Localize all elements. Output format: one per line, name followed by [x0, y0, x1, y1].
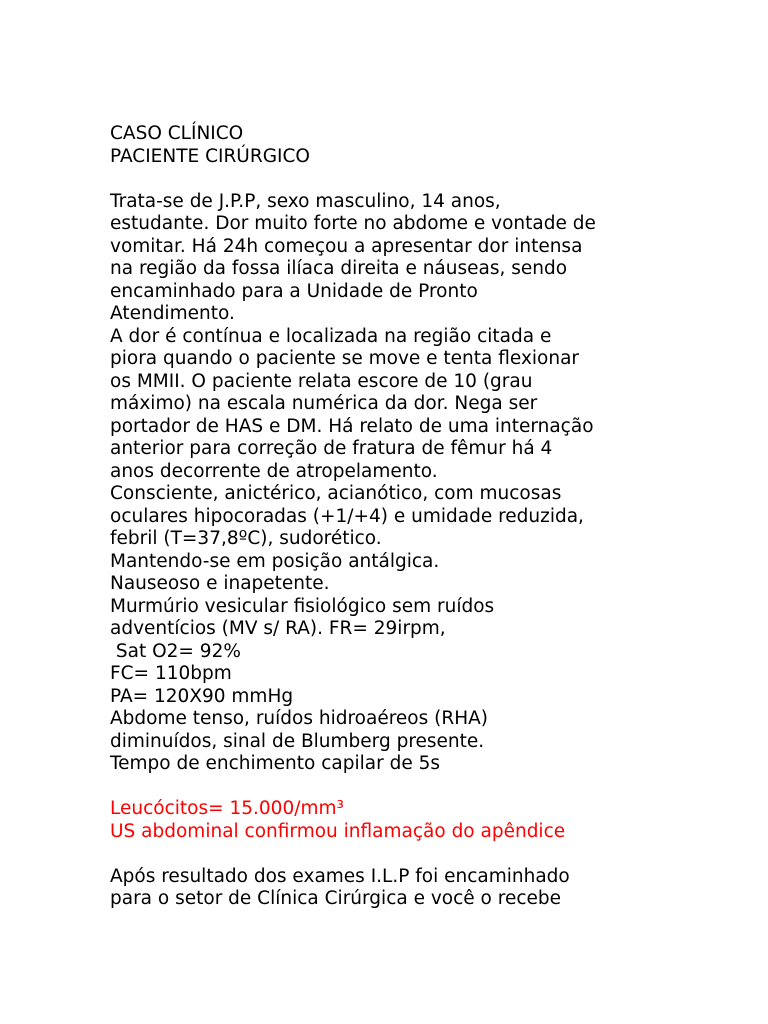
body-line: encaminhado para a Unidade de Pronto	[110, 280, 478, 302]
closing-line: Após resultado dos exames I.L.P foi encaminhado	[110, 865, 570, 887]
closing-line: para o setor de Clínica Cirúrgica e você o recebe	[110, 888, 562, 909]
case-description	[110, 191, 750, 776]
body-line: oculares hipocoradas (+1/+4) e umidade reduzida,	[110, 505, 584, 527]
document-title	[110, 123, 750, 168]
body-line: Sat O2= 92%	[110, 640, 241, 662]
body-line: vomitar. Há 24h começou a apresentar dor intensa	[110, 235, 583, 257]
body-line: máximo) na escala numérica da dor. Nega ser	[110, 393, 538, 414]
title-line: CASO CLÍNICO	[110, 123, 244, 144]
body-line: os MMII. O paciente relata escore de 10 (grau	[110, 370, 533, 392]
paragraph-spacer	[110, 168, 750, 191]
closing-paragraph	[110, 866, 750, 911]
body-line: piora quando o paciente se move e tenta flexionar	[110, 348, 580, 369]
body-line: na região da fossa ilíaca direita e náuseas, sendo	[110, 258, 568, 279]
body-line: Consciente, anictérico, acianótico, com mucosas	[110, 483, 562, 504]
body-line: diminuídos, sinal de Blumberg presente.	[110, 730, 485, 752]
body-line: estudante. Dor muito forte no abdome e vontade de	[110, 213, 596, 234]
body-line: adventícios (MV s/ RA). FR= 29irpm,	[110, 618, 446, 639]
body-line: PA= 120X90 mmHg	[110, 685, 294, 707]
body-line: Murmúrio vesicular fisiológico sem ruídos	[110, 595, 495, 617]
body-line: Tempo de enchimento capilar de 5s	[110, 753, 441, 774]
body-line: FC= 110bpm	[110, 663, 232, 684]
body-line: Nauseoso e inapetente.	[110, 573, 330, 594]
paragraph-spacer	[110, 776, 750, 799]
body-line: Trata-se de J.P.P, sexo masculino, 14 anos,	[110, 190, 501, 212]
document-page	[110, 123, 750, 911]
body-line: febril (T=37,8ºC), sudorético.	[110, 528, 382, 549]
highlight-line: Leucócitos= 15.000/mm³	[110, 798, 344, 819]
body-line: anos decorrente de atropelamento.	[110, 460, 438, 482]
exam-results-highlight	[110, 798, 750, 843]
highlight-line: US abdominal confirmou inflamação do apêndice	[110, 820, 566, 842]
body-line: portador de HAS e DM. Há relato de uma internação	[110, 415, 594, 437]
body-line: anterior para correção de fratura de fêmur há 4	[110, 438, 553, 459]
body-line: Mantendo-se em posição antálgica.	[110, 550, 440, 572]
subtitle-line: PACIENTE CIRÚRGICO	[110, 145, 310, 167]
body-line: A dor é contínua e localizada na região citada e	[110, 325, 552, 347]
paragraph-spacer	[110, 843, 750, 866]
body-line: Atendimento.	[110, 303, 235, 324]
body-line: Abdome tenso, ruídos hidroaéreos (RHA)	[110, 708, 488, 729]
